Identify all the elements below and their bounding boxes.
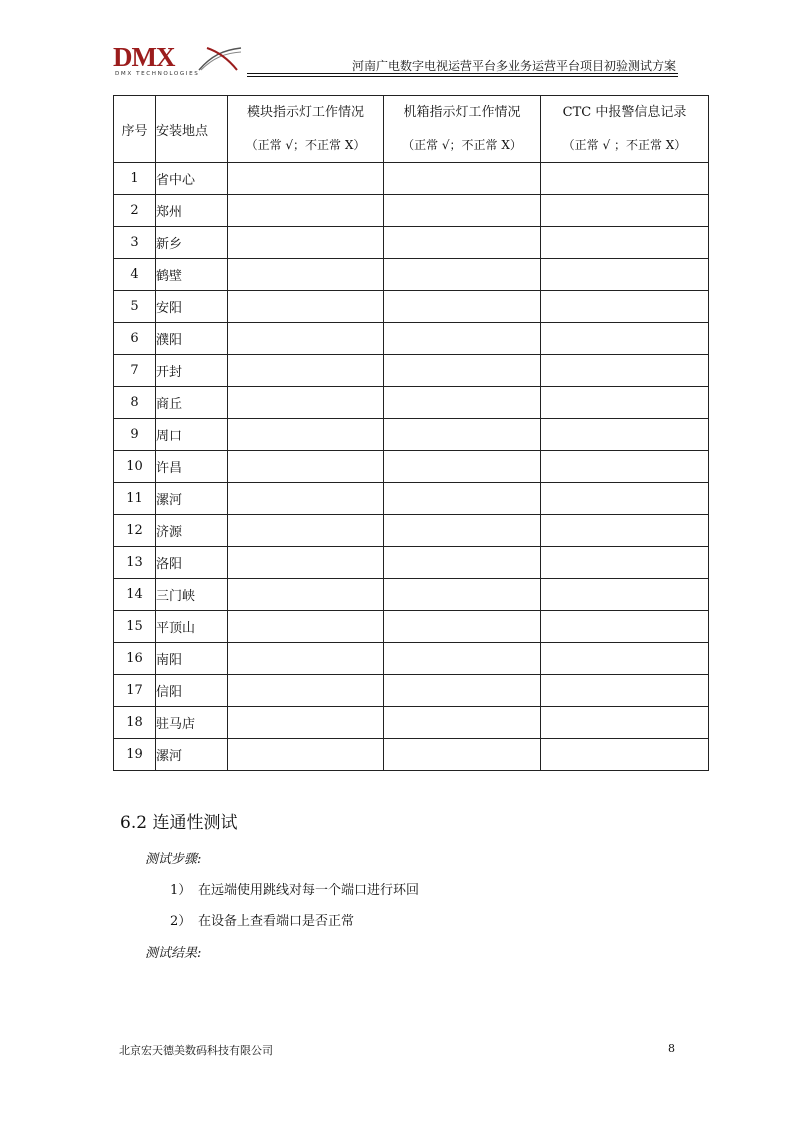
table-row — [114, 227, 709, 259]
header-ctc-alarm-legend: （正常 √ ；不正常 X） — [562, 138, 687, 152]
page-header — [113, 44, 678, 80]
row-index: 1 — [114, 163, 156, 195]
row-index: 4 — [114, 259, 156, 291]
row-index: 5 — [114, 291, 156, 323]
module-indicator-cell — [228, 163, 384, 195]
module-indicator-cell — [228, 451, 384, 483]
table-row — [114, 163, 709, 195]
table-row — [114, 291, 709, 323]
chassis-indicator-cell — [384, 579, 541, 611]
table-header-row — [114, 96, 709, 163]
ctc-alarm-cell — [541, 515, 709, 547]
row-index: 15 — [114, 611, 156, 643]
row-location: 漯河 — [156, 739, 228, 771]
test-steps-label: 测试步骤: — [145, 852, 202, 867]
ctc-alarm-cell — [541, 259, 709, 291]
test-step-2-number: 2） — [170, 914, 192, 929]
header-location: 安装地点 — [156, 96, 228, 163]
header-module-indicator — [228, 96, 384, 163]
row-location: 濮阳 — [156, 323, 228, 355]
ctc-alarm-cell — [541, 675, 709, 707]
footer-company: 北京宏天德美数码科技有限公司 — [119, 1044, 273, 1057]
ctc-alarm-cell — [541, 387, 709, 419]
row-location: 省中心 — [156, 163, 228, 195]
ctc-alarm-cell — [541, 419, 709, 451]
header-chassis-indicator-legend: （正常 √；不正常 X） — [402, 138, 522, 152]
logo-swoosh-icon — [197, 46, 243, 72]
module-indicator-cell — [228, 675, 384, 707]
header-chassis-indicator — [384, 96, 541, 163]
row-location: 许昌 — [156, 451, 228, 483]
company-logo — [113, 44, 253, 80]
inspection-table — [113, 95, 709, 771]
row-location: 开封 — [156, 355, 228, 387]
section-title: 6.2 连通性测试 — [120, 813, 238, 833]
chassis-indicator-cell — [384, 355, 541, 387]
table-row — [114, 739, 709, 771]
ctc-alarm-cell — [541, 547, 709, 579]
row-location: 郑州 — [156, 195, 228, 227]
test-step-1-text: 在远端使用跳线对每一个端口进行环回 — [198, 883, 420, 898]
chassis-indicator-cell — [384, 483, 541, 515]
logo-subtitle: DMX TECHNOLOGIES — [115, 71, 200, 77]
module-indicator-cell — [228, 483, 384, 515]
module-indicator-cell — [228, 291, 384, 323]
chassis-indicator-cell — [384, 291, 541, 323]
module-indicator-cell — [228, 579, 384, 611]
module-indicator-cell — [228, 515, 384, 547]
ctc-alarm-cell — [541, 291, 709, 323]
chassis-indicator-cell — [384, 163, 541, 195]
table-row — [114, 707, 709, 739]
row-location: 漯河 — [156, 483, 228, 515]
ctc-alarm-cell — [541, 195, 709, 227]
module-indicator-cell — [228, 739, 384, 771]
row-location: 周口 — [156, 419, 228, 451]
ctc-alarm-cell — [541, 451, 709, 483]
header-ctc-alarm-title: CTC 中报警信息记录 — [562, 105, 687, 120]
module-indicator-cell — [228, 259, 384, 291]
row-index: 19 — [114, 739, 156, 771]
table-row — [114, 579, 709, 611]
chassis-indicator-cell — [384, 323, 541, 355]
table-row — [114, 547, 709, 579]
header-module-indicator-title: 模块指示灯工作情况 — [246, 105, 364, 120]
chassis-indicator-cell — [384, 515, 541, 547]
header-divider-secondary — [247, 76, 678, 77]
ctc-alarm-cell — [541, 707, 709, 739]
row-location: 洛阳 — [156, 547, 228, 579]
ctc-alarm-cell — [541, 739, 709, 771]
chassis-indicator-cell — [384, 707, 541, 739]
module-indicator-cell — [228, 643, 384, 675]
document-title: 河南广电数字电视运营平台多业务运营平台项目初验测试方案 — [351, 59, 676, 73]
ctc-alarm-cell — [541, 643, 709, 675]
row-index: 14 — [114, 579, 156, 611]
ctc-alarm-cell — [541, 163, 709, 195]
module-indicator-cell — [228, 707, 384, 739]
module-indicator-cell — [228, 195, 384, 227]
row-index: 18 — [114, 707, 156, 739]
chassis-indicator-cell — [384, 195, 541, 227]
page-number: 8 — [668, 1042, 675, 1055]
chassis-indicator-cell — [384, 259, 541, 291]
ctc-alarm-cell — [541, 227, 709, 259]
row-location: 商丘 — [156, 387, 228, 419]
ctc-alarm-cell — [541, 323, 709, 355]
table-row — [114, 451, 709, 483]
row-location: 安阳 — [156, 291, 228, 323]
test-step-1-number: 1） — [170, 883, 192, 898]
logo-text: DMX — [113, 42, 175, 72]
chassis-indicator-cell — [384, 419, 541, 451]
test-step-2-text: 在设备上查看端口是否正常 — [198, 914, 355, 929]
row-location: 驻马店 — [156, 707, 228, 739]
module-indicator-cell — [228, 355, 384, 387]
row-index: 10 — [114, 451, 156, 483]
header-chassis-indicator-title: 机箱指示灯工作情况 — [403, 105, 521, 120]
header-divider — [247, 73, 678, 74]
table-row — [114, 611, 709, 643]
row-index: 12 — [114, 515, 156, 547]
row-location: 南阳 — [156, 643, 228, 675]
ctc-alarm-cell — [541, 483, 709, 515]
row-location: 平顶山 — [156, 611, 228, 643]
row-location: 鹤壁 — [156, 259, 228, 291]
module-indicator-cell — [228, 387, 384, 419]
header-module-indicator-legend: （正常 √；不正常 X） — [245, 138, 366, 152]
chassis-indicator-cell — [384, 547, 541, 579]
row-location: 新乡 — [156, 227, 228, 259]
table-row — [114, 483, 709, 515]
table-row — [114, 355, 709, 387]
chassis-indicator-cell — [384, 739, 541, 771]
row-location: 济源 — [156, 515, 228, 547]
table-row — [114, 515, 709, 547]
table-row — [114, 259, 709, 291]
chassis-indicator-cell — [384, 227, 541, 259]
chassis-indicator-cell — [384, 675, 541, 707]
row-index: 6 — [114, 323, 156, 355]
chassis-indicator-cell — [384, 387, 541, 419]
module-indicator-cell — [228, 419, 384, 451]
table-row — [114, 387, 709, 419]
row-index: 7 — [114, 355, 156, 387]
row-index: 3 — [114, 227, 156, 259]
chassis-indicator-cell — [384, 643, 541, 675]
row-index: 8 — [114, 387, 156, 419]
test-step-1 — [170, 879, 419, 898]
table-row — [114, 323, 709, 355]
ctc-alarm-cell — [541, 611, 709, 643]
table-row — [114, 675, 709, 707]
chassis-indicator-cell — [384, 611, 541, 643]
module-indicator-cell — [228, 547, 384, 579]
table-row — [114, 195, 709, 227]
ctc-alarm-cell — [541, 355, 709, 387]
row-location: 信阳 — [156, 675, 228, 707]
table-row — [114, 643, 709, 675]
row-index: 9 — [114, 419, 156, 451]
module-indicator-cell — [228, 611, 384, 643]
header-ctc-alarm — [541, 96, 709, 163]
row-index: 2 — [114, 195, 156, 227]
row-index: 11 — [114, 483, 156, 515]
row-location: 三门峡 — [156, 579, 228, 611]
row-index: 13 — [114, 547, 156, 579]
header-index: 序号 — [114, 96, 156, 163]
module-indicator-cell — [228, 323, 384, 355]
test-result-label: 测试结果: — [145, 946, 202, 961]
row-index: 16 — [114, 643, 156, 675]
module-indicator-cell — [228, 227, 384, 259]
row-index: 17 — [114, 675, 156, 707]
test-step-2 — [170, 910, 354, 929]
table-row — [114, 419, 709, 451]
ctc-alarm-cell — [541, 579, 709, 611]
chassis-indicator-cell — [384, 451, 541, 483]
